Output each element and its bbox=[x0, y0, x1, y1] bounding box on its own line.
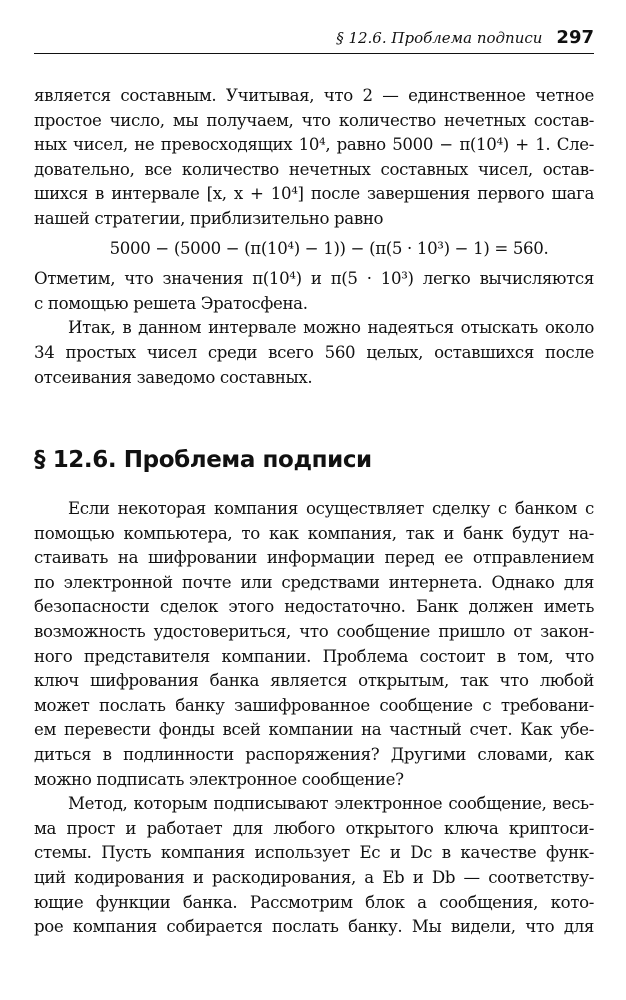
text-line: ного представителя компании. Проблема состоит в том, что bbox=[34, 646, 594, 666]
running-header bbox=[34, 27, 594, 54]
text-line: нашей стратегии, приблизительно равно bbox=[34, 208, 384, 228]
text-line: ем перевести фонды всей компании на частный счет. Как убе- bbox=[34, 720, 594, 740]
text-line: Если некоторая компания осуществляет сделку с банком с bbox=[68, 499, 594, 518]
book-page bbox=[34, 0, 594, 1000]
text-line: может послать банку зашифрованное сообщение с требовани- bbox=[34, 695, 594, 715]
text-line: помощью компьютера, то как компания, так и банк будут на- bbox=[34, 523, 594, 543]
text-line: ключ шифрования банка является открытым, так что любой bbox=[34, 671, 594, 691]
text-line: можно подписать электронное сообщение? bbox=[34, 769, 404, 789]
text-line: является составным. Учитывая, что 2 — единственное четное bbox=[34, 86, 594, 105]
display-formula: 5000 − (5000 − (π(10⁴) − 1)) − (π(5 · 10³) − 1) = 560. bbox=[109, 238, 549, 258]
text-line: простое число, мы получаем, что количество нечетных состав- bbox=[34, 110, 594, 130]
text-line: шихся в интервале [x, x + 10⁴] после завершения первого шага bbox=[34, 184, 594, 204]
text-line: ма прост и работает для любого открытого ключа криптоси- bbox=[34, 818, 594, 838]
text-line: рое компания собирается послать банку. Мы видели, что для bbox=[34, 917, 594, 937]
top-text-block bbox=[34, 84, 594, 390]
text-line: Итак, в данном интервале можно надеяться отыскать около bbox=[68, 318, 594, 338]
paragraph-continuation bbox=[34, 84, 594, 232]
paragraph bbox=[34, 316, 594, 390]
text-line: ющие функции банка. Рассмотрим блок a сообщения, кото- bbox=[34, 892, 594, 912]
text-line: стаивать на шифровании информации перед ее отправлением bbox=[34, 548, 594, 568]
text-line: 34 простых чисел среди всего 560 целых, оставшихся после bbox=[34, 342, 594, 362]
text-line: с помощью решета Эратосфена. bbox=[34, 293, 308, 313]
text-line: отсеивания заведомо составных. bbox=[34, 367, 313, 387]
text-line: довательно, все количество нечетных составных чисел, остав- bbox=[34, 159, 594, 179]
page-number: 297 bbox=[556, 27, 594, 48]
running-title: § 12.6. Проблема подписи bbox=[336, 29, 543, 47]
main-text-block bbox=[34, 497, 594, 940]
text-line: ных чисел, не превосходящих 10⁴, равно 5000 − π(10⁴) + 1. Сле- bbox=[34, 135, 594, 155]
text-line: стемы. Пусть компания использует Eс и Dс в качестве функ- bbox=[34, 843, 594, 863]
text-line: по электронной почте или средствами интернета. Однако для bbox=[34, 572, 594, 592]
section-heading: § 12.6. Проблема подписи bbox=[34, 447, 372, 473]
text-line: Отметим, что значения π(10⁴) и π(5 · 10³) легко вычисляются bbox=[34, 269, 594, 289]
text-line: ций кодирования и раскодирования, а Eb и Db — соответству- bbox=[34, 867, 594, 887]
paragraph bbox=[34, 792, 594, 940]
text-line: Метод, которым подписывают электронное сообщение, весь- bbox=[68, 794, 594, 814]
text-line: безопасности сделок этого недостаточно. Банк должен иметь bbox=[34, 597, 594, 617]
text-line: возможность удостовериться, что сообщение пришло от закон- bbox=[34, 621, 594, 641]
paragraph bbox=[34, 267, 594, 316]
text-line: диться в подлинности распоряжения? Другими словами, как bbox=[34, 744, 594, 764]
paragraph bbox=[34, 497, 594, 792]
